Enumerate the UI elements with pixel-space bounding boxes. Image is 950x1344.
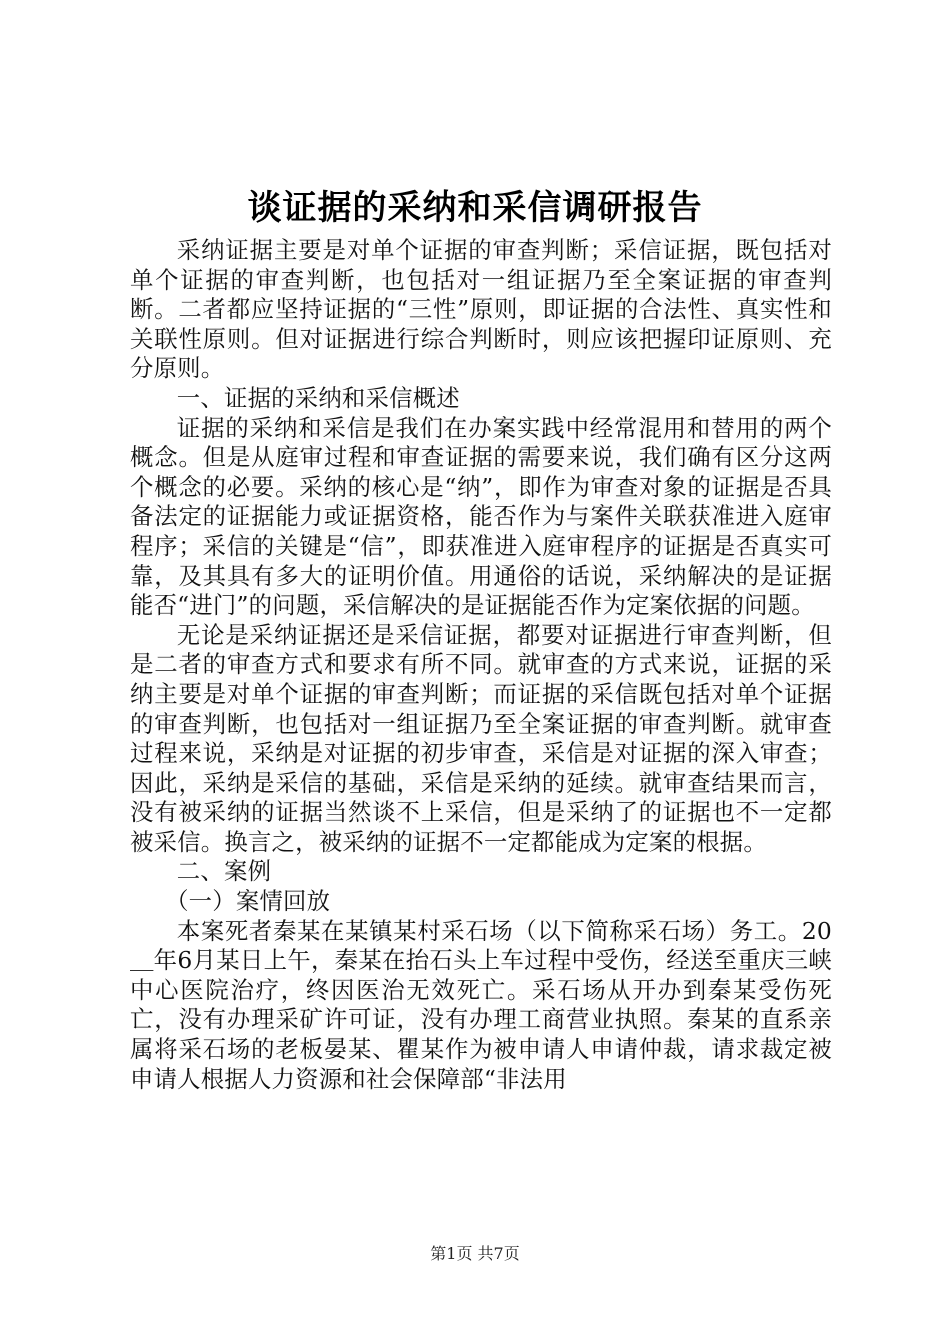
paragraph-overview: 证据的采纳和采信是我们在办案实践中经常混用和替用的两个概念。但是从庭审过程和审查证据的需要来说，我们确有区分这两个概念的必要。采纳的核心是“纳”，即作为审查对象的证据是否具备法定的证据能力或证据资格，能否作为与案件关联获准进入庭审程序；采信的关键是“信”，即获准进入庭审程序的证据是否真实可靠，及其具有多大的证明价值。用通俗的话说，采纳解决的是证据能否“进门”的问题，采信解决的是证据能否作为定案依据的问题。 — [130, 413, 832, 620]
section-heading-overview: 一、证据的采纳和采信概述 — [176, 383, 460, 412]
paragraph-case-facts: 本案死者秦某在某镇某村采石场（以下简称采石场）务工。20＿年6月某日上午，秦某在抬石头上车过程中受伤，经送至重庆三峡中心医院治疗，终因医治无效死亡。采石场从开办到秦某受伤死亡，没有办理采矿许可证，没有办理工商营业执照。秦某的直系亲属将采石场的老板晏某、瞿某作为被申请人申请仲裁，请求裁定被申请人根据人力资源和社会保障部“非法用 — [130, 916, 832, 1093]
document-title: 谈证据的采纳和采信调研报告 — [247, 188, 703, 228]
subsection-heading-case-review: （一）案情回放 — [165, 887, 331, 916]
paragraph-difference: 无论是采纳证据还是采信证据，都要对证据进行审查判断，但是二者的审查方式和要求有所不同。就审查的方式来说，证据的采纳主要是对单个证据的审查判断；而证据的采信既包括对单个证据的审查判断，也包括对一组证据乃至全案证据的审查判断。就审查过程来说，采纳是对证据的初步审查，采信是对证据的深入审查；因此，采纳是采信的基础，采信是采纳的延续。就审查结果而言，没有被采纳的证据当然谈不上采信，但是采纳了的证据也不一定都被采信。换言之，被采纳的证据不一定都能成为定案的根据。 — [130, 620, 832, 856]
page-number: 第1页 共7页 — [430, 1244, 520, 1263]
paragraph-intro: 采纳证据主要是对单个证据的审查判断；采信证据，既包括对单个证据的审查判断，也包括对一组证据乃至全案证据的审查判断。二者都应坚持证据的“三性”原则，即证据的合法性、真实性和关联性原则。但对证据进行综合判断时，则应该把握印证原则、充分原则。 — [130, 236, 832, 383]
document-body — [130, 236, 832, 1094]
section-heading-case: 二、案例 — [176, 857, 272, 886]
